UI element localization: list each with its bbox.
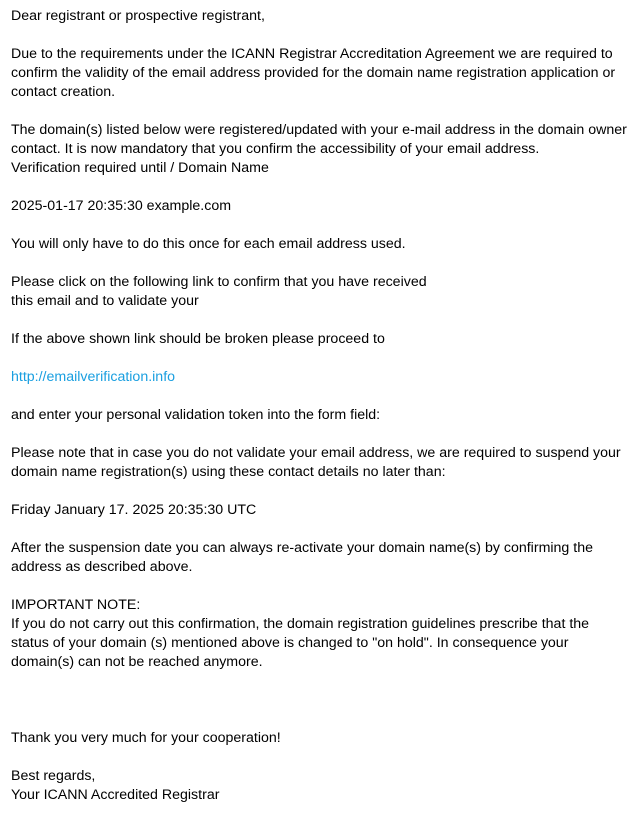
spacer <box>11 577 627 596</box>
closing-line: Best regards, <box>11 768 96 784</box>
spacer <box>11 482 627 501</box>
important-heading: IMPORTANT NOTE: <box>11 597 141 613</box>
once-note: You will only have to do this once for each email address used. <box>11 236 406 252</box>
registered-paragraph: The domain(s) listed below were registered/updated with your e-mail address in the domain owner contact. It is now mandatory that you confirm the accessibility of your email address. <box>11 122 627 157</box>
greeting: Dear registrant or prospective registrant, <box>11 8 265 24</box>
intro-paragraph: Due to the requirements under the ICANN Registrar Accreditation Agreement we are required to confirm the validity of the email address provided for the domain name registration application or contact creation. <box>11 46 616 100</box>
suspend-note: Please note that in case you do not validate your email address, we are required to suspend your domain name registration(s) using these contact details no later than: <box>11 445 621 480</box>
spacer <box>11 425 627 444</box>
signature-line: Your ICANN Accredited Registrar <box>11 787 220 803</box>
spacer <box>11 178 627 197</box>
spacer <box>11 520 627 539</box>
broken-link-note: If the above shown link should be broken please proceed to <box>11 331 385 347</box>
suspend-date: Friday January 17. 2025 20:35:30 UTC <box>11 502 257 518</box>
domain-entry: 2025-01-17 20:35:30 example.com <box>11 198 232 214</box>
spacer <box>11 672 627 729</box>
spacer <box>11 387 627 406</box>
click-instruction-line-2: this email and to validate your <box>11 293 199 309</box>
reactivate-note: After the suspension date you can always re-activate your domain name(s) by confirming the address as described above. <box>11 540 593 575</box>
verification-link-line <box>11 368 627 387</box>
spacer <box>11 216 627 235</box>
spacer <box>11 102 627 121</box>
important-text: If you do not carry out this confirmation, the domain registration guidelines prescribe that the status of your domain (s) mentioned above is changed to "on hold". In consequence your domain(s) can not be reached anymore. <box>11 616 590 670</box>
thanks-line: Thank you very much for your cooperation! <box>11 730 281 746</box>
click-instruction-line-1: Please click on the following link to confirm that you have received <box>11 274 427 290</box>
spacer <box>11 26 627 45</box>
spacer <box>11 254 627 273</box>
verification-link[interactable]: http://emailverification.info <box>11 369 176 385</box>
spacer <box>11 311 627 330</box>
domain-table-header: Verification required until / Domain Name <box>11 160 269 176</box>
spacer <box>11 349 627 368</box>
token-note: and enter your personal validation token into the form field: <box>11 407 381 423</box>
spacer <box>11 748 627 767</box>
